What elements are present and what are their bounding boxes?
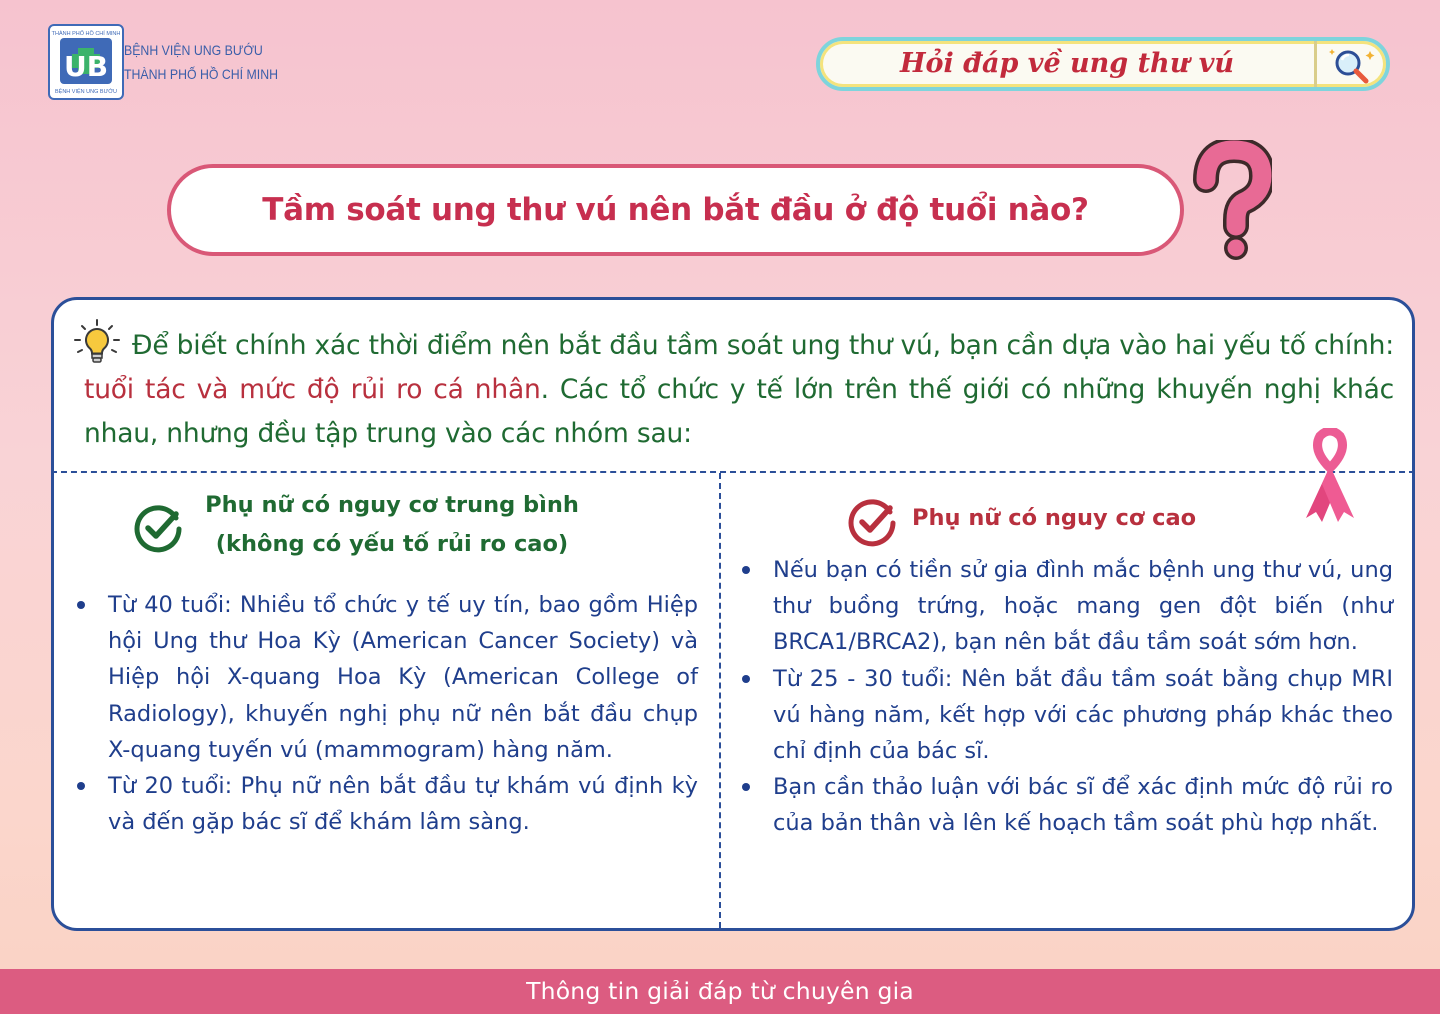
list-item: Từ 40 tuổi: Nhiều tổ chức y tế uy tín, bao gồm Hiệp hội Ung thư Hoa Kỳ (American Cancer Society) và Hiệp hội X-quang Hoa Kỳ (American College of Radiology), khuyến nghị phụ nữ nên bắt đầu chụp X-quang tuyến vú (mammogram) hàng năm. <box>76 587 698 768</box>
high-risk-heading: Phụ nữ có nguy cơ cao <box>912 505 1197 531</box>
topic-label: Hỏi đáp về ung thư vú <box>899 48 1235 79</box>
horizontal-divider <box>51 471 1415 473</box>
logo-mark: UB <box>63 50 109 83</box>
average-risk-heading-line-1: Phụ nữ có nguy cơ trung bình <box>205 492 579 518</box>
logo-small-top: THÀNH PHỐ HỒ CHÍ MINH <box>51 31 121 37</box>
list-item: Từ 20 tuổi: Phụ nữ nên bắt đầu tự khám vú định kỳ và đến gặp bác sĩ để khám lâm sàng. <box>76 768 698 840</box>
hospital-logo <box>48 24 278 100</box>
logo-emblem <box>48 24 124 100</box>
check-circle-icon <box>132 502 184 554</box>
question-mark-icon <box>1192 140 1272 262</box>
topic-divider <box>1314 41 1317 87</box>
average-risk-list <box>76 587 698 840</box>
high-risk-list <box>741 552 1393 842</box>
intro-paragraph <box>84 324 1394 456</box>
check-circle-icon <box>846 496 898 548</box>
topic-pill <box>816 37 1390 91</box>
page-title: Tầm soát ung thư vú nên bắt đầu ở độ tuổi nào? <box>262 192 1089 228</box>
list-item: Bạn cần thảo luận với bác sĩ để xác định mức độ rủi ro của bản thân và lên kế hoạch tầm soát phù hợp nhất. <box>741 769 1393 841</box>
list-item: Nếu bạn có tiền sử gia đình mắc bệnh ung thư vú, ung thư buồng trứng, hoặc mang gen đột biến (như BRCA1/BRCA2), bạn nên bắt đầu tầm soát sớm hơn. <box>741 552 1393 661</box>
logo-line-2: THÀNH PHỐ HỒ CHÍ MINH <box>124 66 278 82</box>
search-icon <box>1326 45 1378 85</box>
average-risk-heading-line-2: (không có yếu tố rủi ro cao) <box>215 531 569 557</box>
vertical-divider <box>719 473 721 928</box>
logo-text <box>124 38 278 86</box>
list-item: Từ 25 - 30 tuổi: Nên bắt đầu tầm soát bằng chụp MRI vú hàng năm, kết hợp với các phương pháp khác theo chỉ định của bác sĩ. <box>741 661 1393 770</box>
average-risk-heading <box>192 486 592 564</box>
logo-small-bottom: BỆNH VIỆN UNG BƯỚU <box>55 89 117 95</box>
title-pill <box>167 164 1184 256</box>
intro-highlight: tuổi tác và mức độ rủi ro cá nhân <box>84 374 541 405</box>
intro-text-1: Để biết chính xác thời điểm nên bắt đầu tầm soát ung thư vú, bạn cần dựa vào hai yếu tố chính: <box>132 330 1394 361</box>
pink-ribbon-icon <box>1298 428 1362 524</box>
intro-text-2: . Các tổ chức y tế lớn trên thế giới có những khuyến nghị khác nhau, nhưng đều tập trung vào các nhóm sau: <box>84 374 1394 449</box>
footer-banner: Thông tin giải đáp từ chuyên gia <box>0 969 1440 1014</box>
logo-line-1: BỆNH VIỆN UNG BƯỚU <box>124 42 263 58</box>
